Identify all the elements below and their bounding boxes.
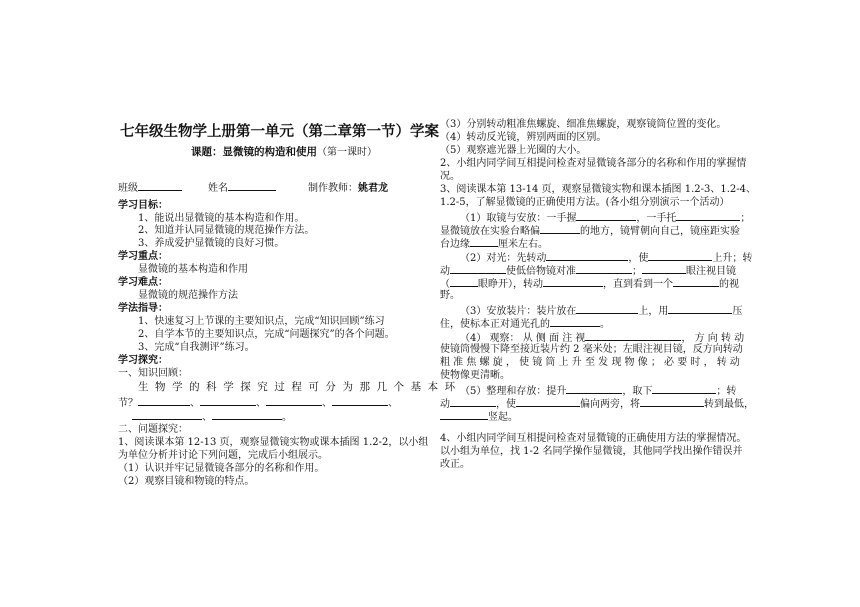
answer-blank [546, 250, 628, 261]
answer-blank [440, 409, 488, 420]
method-item: 2、自学本节的主要知识点，完成“问题探究”的各个问题。 [138, 329, 395, 340]
problem-1-text: 1、阅读课本第 12-13 页，观察显微镜实物或课本插图 1.2-2，以小组 [118, 437, 429, 448]
answer-blank [576, 303, 638, 314]
answer-blank [450, 396, 496, 407]
step-2-line: （2）对光：先转动 ，使 上升；转 [460, 250, 752, 265]
method-item: 3、完成“自我测评”练习。 [138, 342, 255, 353]
answer-blank [470, 236, 498, 247]
problem-2-text: 况。 [440, 171, 460, 182]
answer-blank [673, 276, 719, 287]
difficulty-heading: 学习难点： [118, 277, 168, 288]
lesson-topic: 课题：显微镜的构造和使用（第一课时） [191, 146, 377, 158]
name-label: 姓名 [208, 183, 228, 194]
step-1-line: 台边缘 厘米左右。 [440, 236, 548, 251]
problem-1-item: （1）认识并牢记显微镜各部分的名称和作用。 [118, 463, 325, 474]
answer-blank [200, 395, 256, 406]
problem-3-text: 3、阅读课本第 13-14 页，观察显微镜实物和课本插图 1.2-3、1.2-4、 [440, 184, 757, 195]
answer-blank [642, 263, 686, 274]
step-1-line: 显微镜放在实验台略偏 的地方，镜臂朝向自己，镜座距实验 [440, 223, 740, 238]
review-heading: 一、知识回顾： [118, 368, 188, 379]
problem-1-item: （2）观察目镜和物镜的特点。 [118, 476, 255, 487]
step-2-line: 动 使低倍物镜对准 ； 眼注视目镜 [440, 263, 736, 278]
answer-blank [576, 263, 632, 274]
step-5-line: 竖起。 [440, 409, 518, 424]
method-heading: 学法指导： [118, 303, 168, 314]
name-blank [228, 180, 276, 191]
answer-blank [212, 409, 282, 420]
answer-blank [652, 383, 716, 394]
answer-blank [516, 396, 580, 407]
answer-blank [332, 395, 388, 406]
info-row [118, 180, 388, 195]
answer-blank [543, 276, 603, 287]
problem-2-text: 2、小组内同学间互相提问检查对显微镜各部分的名称和作用的掌握情 [440, 158, 747, 169]
step-3-line: （3）安放装片：装片放在 上，用 压 [460, 303, 742, 318]
step-4-line: （4） 观察： 从 侧 面 注 视 ， 方 向 转 动 [460, 330, 744, 345]
problem-1-text: 为单位分析并讨论下列问题，完成后小组展示。 [118, 450, 328, 461]
teacher-name: 姚君龙 [358, 183, 388, 194]
step-4-line: 使镜筒慢慢下降至接近装片约 2 毫米处；左眼注视目镜，反方向转动 [440, 344, 743, 355]
answer-blank [648, 250, 712, 261]
teacher-label: 制作教师： [308, 183, 358, 194]
answer-blank [585, 330, 681, 341]
step-2-line: 野。 [440, 290, 460, 301]
step-5-line: 动 ，使 偏向两旁，将 转到最低， [440, 396, 754, 411]
answer-blank [640, 396, 704, 407]
keypoint-text: 显微镜的基本构造和作用 [138, 264, 248, 275]
goals-heading: 学习目标： [118, 200, 168, 211]
keypoint-heading: 学习重点： [118, 251, 168, 262]
problem-4-text: 4、小组内同学间互相提问检查对显微镜的正确使用方法的掌握情况。 [440, 433, 747, 444]
review-question: 生 物 学 的 科 学 探 究 过 程 可 分 为 那 几 个 基 本 环 [138, 381, 457, 393]
problem-1-item: （3）分别转动粗准焦螺旋、细准焦螺旋，观察镜筒位置的变化。 [440, 119, 727, 130]
step-2-line: （ 眼睁开），转动 ，直到看到一个 的视 [440, 276, 739, 291]
step-3-line: 住，使标本正对通光孔的 。 [440, 316, 610, 331]
problem-4-text: 以小组为单位，找 1-2 名同学操作显微镜，其他同学找出操作错误并 [440, 446, 743, 457]
class-label: 班级 [118, 183, 138, 194]
answer-blank [566, 383, 622, 394]
answer-blank [138, 395, 190, 406]
class-blank [138, 180, 182, 191]
step-4-line: 使物像更清晰。 [440, 370, 510, 381]
answer-blank [266, 395, 322, 406]
review-blanks-1: 节？ 、 、 、 、 [118, 395, 398, 410]
answer-blank [668, 303, 732, 314]
answer-blank [550, 316, 600, 327]
page-title: 七年级生物学上册第一单元（第二章第一节）学案 [120, 123, 439, 140]
answer-blank [576, 210, 636, 221]
problem-1-item: （5）观察遮光器上光圈的大小。 [440, 145, 587, 156]
problem-heading: 二、问题探究： [118, 424, 188, 435]
answer-blank [676, 210, 740, 221]
goal-item: 3、养成爱护显微镜的良好习惯。 [138, 238, 285, 249]
method-item: 1、快速复习上节课的主要知识点，完成“知识回顾”练习 [138, 316, 385, 327]
answer-blank [450, 263, 506, 274]
answer-blank [132, 409, 202, 420]
step-1-line: （1）取镜与安放：一手握 ，一手托 ； [460, 210, 750, 225]
goal-item: 1、能说出显微镜的基本构造和作用。 [138, 213, 305, 224]
step-5-line: （5）整理和存放：提升 ，取下 ；转 [460, 383, 736, 398]
problem-4-text: 改正。 [440, 459, 470, 470]
step-4-line: 粗 准 焦 螺 旋 ， 使 镜 筒 上 升 至 发 现 物 像 ； 必 要 时 ， 转 动 [440, 357, 740, 368]
explore-heading: 学习探究： [118, 355, 168, 366]
answer-blank [540, 223, 580, 234]
difficulty-text: 显微镜的规范操作方法 [138, 290, 238, 301]
problem-3-text: 1.2-5，了解显微镜的正确使用方法。(各小组分别演示一个活动） [440, 197, 730, 208]
goal-item: 2、知道并认同显微镜的规范操作方法。 [138, 225, 315, 236]
problem-1-item: （4）转动反光镜，辨别两面的区别。 [440, 132, 607, 143]
review-blanks-2: 、 。 [132, 409, 292, 424]
answer-blank [450, 276, 478, 287]
